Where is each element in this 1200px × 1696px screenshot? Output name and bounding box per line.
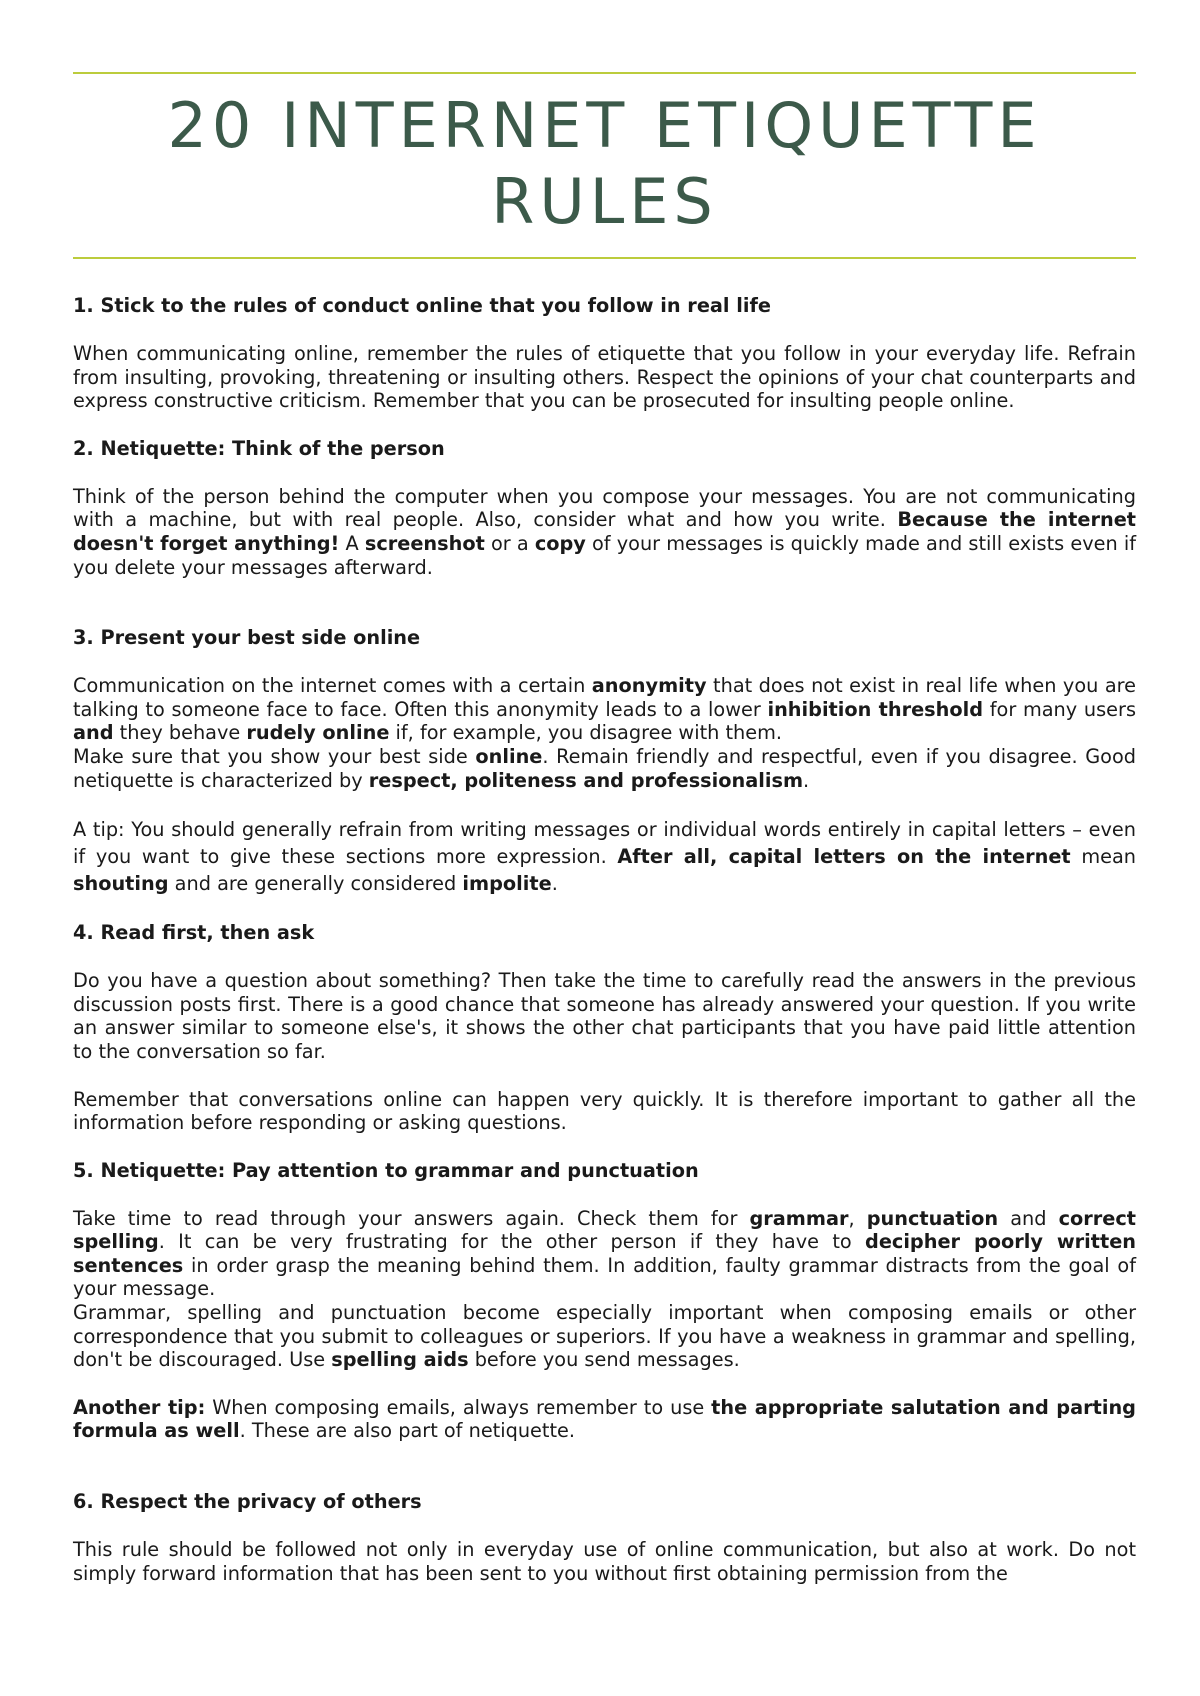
text-span: if, for example, you disagree with them. (389, 721, 783, 745)
section-5-tip (73, 1396, 1136, 1443)
text-span: . (803, 768, 810, 792)
title-rule-top (73, 72, 1136, 74)
section-heading-2: 2. Netiquette: Think of the person (73, 436, 445, 460)
text-span: in order grasp the meaning behind them. In addition, faulty grammar distracts from the goal of your message. (73, 1253, 1136, 1301)
bold-text: copy (534, 531, 586, 555)
title-rule-bottom (73, 257, 1136, 259)
section-3-tip (73, 816, 1136, 897)
text-span: before you send messages. (468, 1348, 740, 1372)
section-6-paragraph: This rule should be followed not only in everyday use of online communication, but also at work. Do not simply forward information that has been sent to you without first obtaining permission from the (73, 1538, 1136, 1585)
section-3-paragraph (73, 674, 1136, 745)
text-span: for many users (983, 697, 1136, 721)
bold-text: anonymity (591, 674, 707, 698)
document-body (73, 294, 1136, 1585)
text-span: , (848, 1206, 867, 1230)
text-span: Grammar, spelling and punctuation become especially important when composing emails or other correspondence that you submit to colleagues or superiors. If you have a weakness in grammar and spelling, don't be discouraged. Use (73, 1301, 1136, 1372)
bold-text: Because the internet doesn't forget anything! (73, 508, 1136, 555)
section-4-paragraph: Do you have a question about something? Then take the time to carefully read the answers in the previous discussion posts first. There is a good chance that someone has already answered your question. If you write an answer similar to someone else's, it shows the other chat participants that you have paid little attention to the conversation so far. (73, 969, 1136, 1063)
text-span: they behave (113, 721, 247, 745)
text-span: and are generally considered (168, 872, 463, 896)
bold-text: punctuation (866, 1206, 999, 1230)
section-5-paragraph (73, 1207, 1136, 1301)
bold-text: online (475, 744, 543, 768)
bold-text: the appropriate salutation and parting formula as well (73, 1395, 1136, 1443)
bold-text: inhibition threshold (767, 697, 984, 721)
page-title: 20 INTERNET ETIQUETTE RULES (167, 89, 1042, 238)
bold-text: decipher poorly written sentences (73, 1230, 1136, 1277)
text-span: that does not exist in real life when you are talking to someone face to face. Often this anonymity leads to a lower (73, 674, 1137, 721)
text-span: . These are also part of netiquette. (239, 1419, 576, 1443)
text-span: Communication on the internet comes with a certain (73, 674, 592, 698)
text-span: A tip: You should generally refrain from writing messages or individual words entirely in capital letters – even if you want to give these sections more expression. (73, 818, 1136, 869)
text-span: Take time to read through your answers again. Check them for (73, 1206, 750, 1230)
section-1-paragraph: When communicating online, remember the rules of etiquette that you follow in your everyday life. Refrain from insulting, provoking, threatening or insulting others. Respect the opinions of your chat counterparts and express constructive criticism. Remember that you can be prosecuted for insulting people online. (73, 342, 1136, 413)
text-span: . Remain friendly and respectful, even if you disagree. Good netiquette is characterized by (73, 744, 1137, 792)
section-4-paragraph-2: Remember that conversations online can happen very quickly. It is therefore important to gather all the information before responding or asking questions. (73, 1087, 1136, 1135)
text-span: A (339, 531, 365, 555)
text-span: . (551, 872, 558, 896)
section-heading-5: 5. Netiquette: Pay attention to grammar and punctuation (73, 1158, 699, 1182)
bold-text: rudely online (246, 721, 390, 745)
text-span: of your messages is quickly made and still exists even if you delete your messages afterward. (73, 531, 1136, 579)
section-heading-3: 3. Present your best side online (73, 626, 421, 650)
text-span: or a (484, 531, 535, 555)
section-heading-4: 4. Read first, then ask (73, 921, 315, 945)
bold-text: and (73, 721, 114, 745)
bold-text: impolite (462, 872, 552, 896)
section-2-paragraph (73, 485, 1136, 579)
text-span: Make sure that you show your best side (73, 744, 476, 768)
text-span: mean (1070, 845, 1136, 869)
bold-text: correct spelling (73, 1206, 1136, 1254)
text-span: Think of the person behind the computer when you compose your messages. You are not communicating with a machine, but with real people. Also, consider what and how you write. (73, 484, 1136, 532)
section-3-paragraph-2 (73, 745, 1136, 792)
text-span: When composing emails, always remember to use (205, 1395, 712, 1419)
section-heading-6: 6. Respect the privacy of others (73, 1490, 422, 1514)
bold-text: screenshot (364, 531, 485, 555)
bold-text: respect, politeness and professionalism (368, 768, 804, 792)
bold-text: spelling aids (331, 1348, 469, 1372)
text-span: . It can be very frustrating for the other person if they have to (158, 1230, 866, 1254)
bold-text: After all, capital letters on the internet (617, 845, 1071, 869)
section-heading-1: 1. Stick to the rules of conduct online that you follow in real life (73, 294, 771, 317)
bold-text: shouting (73, 872, 169, 896)
text-span: and (998, 1206, 1059, 1230)
bold-text: grammar (749, 1206, 849, 1230)
section-5-paragraph-2 (73, 1301, 1136, 1372)
bold-text: Another tip: (73, 1395, 206, 1419)
